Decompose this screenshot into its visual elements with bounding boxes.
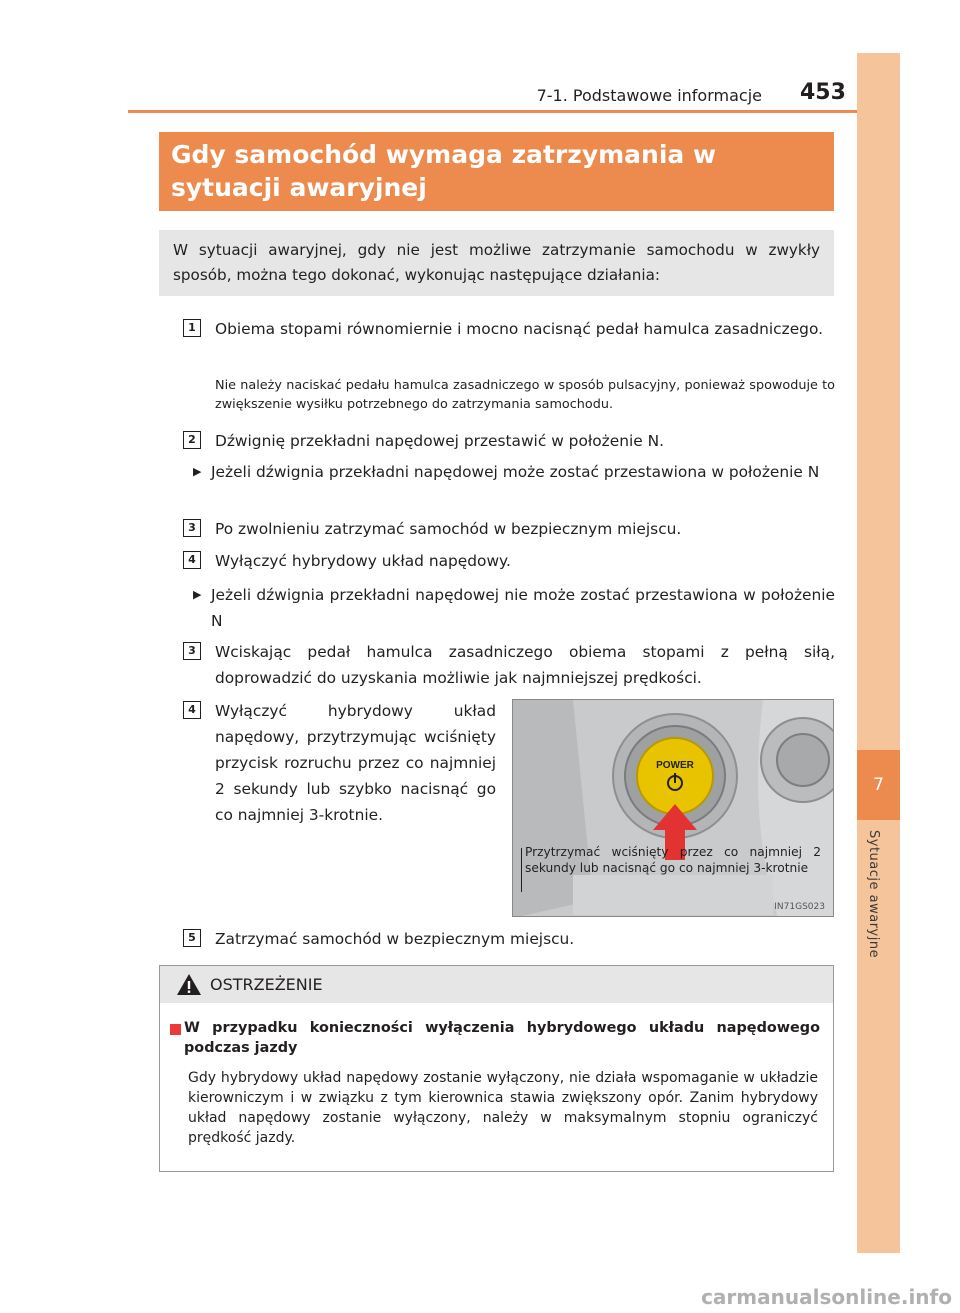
caption-leader bbox=[521, 848, 522, 892]
intro-text: W sytuacji awaryjnej, gdy nie jest możliwe zatrzymanie samochodu w zwykły sposób, można tego dokonać, wykonując następujące działania: bbox=[159, 230, 834, 296]
bullet-arrow-icon: ▶ bbox=[193, 465, 202, 478]
condition-text: Jeżeli dźwignia przekładni napędowej nie może zostać przestawiona w położenie N bbox=[211, 586, 835, 630]
step-note: Nie należy naciskać pedału hamulca zasadniczego w sposób pulsacyjny, ponieważ spowoduje to zwiększenie wysiłku potrzebnego do zatrzymania samochodu. bbox=[215, 378, 835, 412]
step-text: Obiema stopami równomiernie i mocno nacisnąć pedał hamulca zasadniczego. bbox=[215, 320, 823, 338]
section-header: 7-1. Podstawowe informacje bbox=[536, 86, 762, 105]
step-number: 4 bbox=[183, 551, 201, 569]
step-number: 4 bbox=[183, 701, 201, 719]
warning-header bbox=[160, 966, 833, 1003]
step-text: Dźwignię przekładni napędowej przestawić w położenie N. bbox=[215, 432, 664, 450]
step-text: Po zwolnieniu zatrzymać samochód w bezpiecznym miejscu. bbox=[215, 520, 682, 538]
step-number: 3 bbox=[183, 642, 201, 660]
step-text: Wyłączyć hybrydowy układ napędowy, przytrzymując wciśnięty przycisk rozruchu przez co najmniej 2 sekundy lub szybko nacisnąć go co najmniej 3-krotnie. bbox=[215, 702, 496, 824]
header-divider bbox=[128, 110, 857, 113]
warning-title: OSTRZEŻENIE bbox=[210, 975, 323, 994]
bullet-arrow-icon: ▶ bbox=[193, 588, 202, 601]
page-number: 453 bbox=[800, 80, 846, 105]
step-text: Wciskając pedał hamulca zasadniczego obiema stopami z pełną siłą, doprowadzić do uzyskania możliwie jak najmniejszej prędkości. bbox=[215, 643, 835, 687]
power-button-illustration bbox=[512, 699, 834, 917]
chapter-label: Sytuacje awaryjne bbox=[866, 830, 881, 959]
dashboard-drawing bbox=[513, 700, 834, 917]
step-number: 3 bbox=[183, 519, 201, 537]
warning-heading: W przypadku konieczności wyłączenia hybrydowego układu napędowego podczas jazdy bbox=[184, 1020, 820, 1056]
watermark: carmanualsonline.info bbox=[701, 1285, 952, 1309]
step-number: 2 bbox=[183, 431, 201, 449]
chapter-number: 7 bbox=[857, 750, 900, 820]
warning-body: Gdy hybrydowy układ napędowy zostanie wyłączony, nie działa wspomaganie w układzie kierowniczym i w związku z tym kierownica stawia zwiększony opór. Zanim hybrydowy układ napędowy zostanie wyłączony, należy w maksymalnym stopniu ograniczyć prędkość jazdy. bbox=[188, 1070, 818, 1146]
title-banner bbox=[159, 132, 834, 211]
warning-triangle-icon bbox=[176, 973, 202, 996]
step-number: 5 bbox=[183, 929, 201, 947]
step-text: Wyłączyć hybrydowy układ napędowy. bbox=[215, 552, 511, 570]
warning-box bbox=[159, 965, 834, 1172]
warning-bullet-icon bbox=[170, 1024, 181, 1035]
condition-text: Jeżeli dźwignia przekładni napędowej może zostać przestawiona w położenie N bbox=[211, 463, 820, 481]
power-button-label: POWER bbox=[656, 760, 694, 771]
step-text: Zatrzymać samochód w bezpiecznym miejscu. bbox=[215, 930, 575, 948]
image-caption: Przytrzymać wciśnięty przez co najmniej 2 sekundy lub nacisnąć go co najmniej 3-krotnie bbox=[525, 845, 821, 875]
side-tab bbox=[857, 53, 900, 1253]
page-title: Gdy samochód wymaga zatrzymania w sytuacji awaryjnej bbox=[171, 140, 717, 202]
image-code: IN71GS023 bbox=[774, 902, 825, 912]
step-number: 1 bbox=[183, 319, 201, 337]
